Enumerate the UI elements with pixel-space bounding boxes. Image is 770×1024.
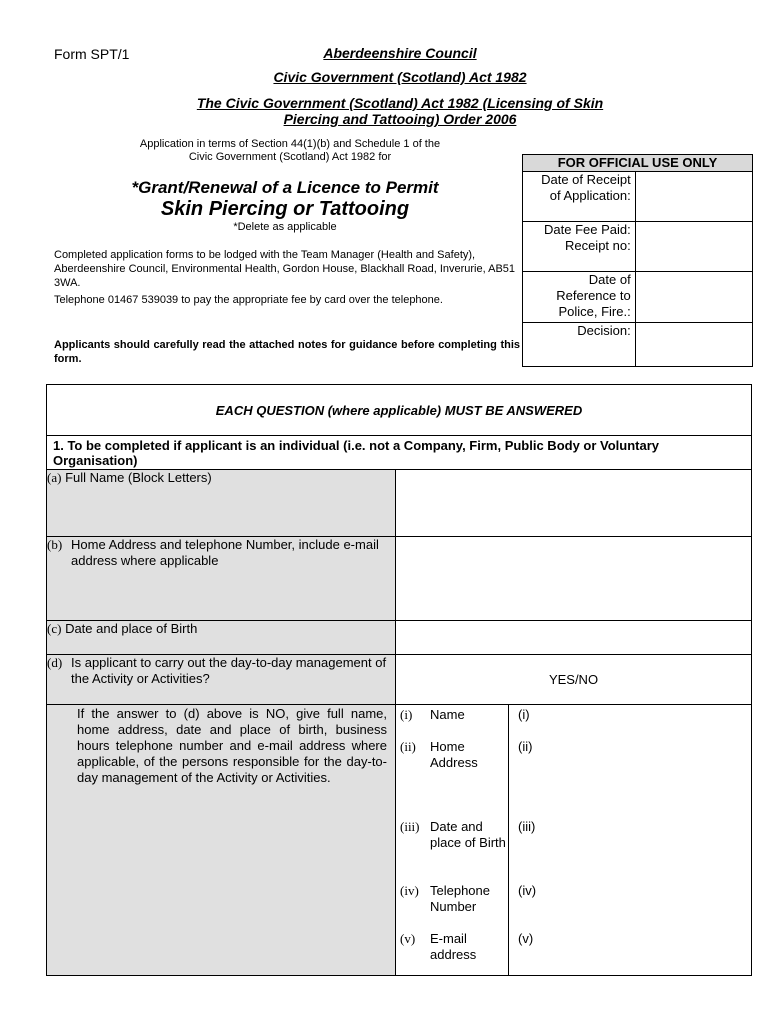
date-reference-field[interactable] <box>635 272 752 323</box>
sub-item-label <box>400 819 512 851</box>
date-reference-label: Date of Reference to Police, Fire.: <box>523 272 636 323</box>
sub-item-label <box>400 931 512 963</box>
sub-item-text: Telephone Number <box>430 883 490 914</box>
sub-item-number: (v) <box>400 931 416 946</box>
grant-heading: *Grant/Renewal of a Licence to Permit <box>131 178 439 197</box>
form-number: Form SPT/1 <box>54 46 130 62</box>
management-label <box>47 655 396 705</box>
full-name-field[interactable] <box>396 470 752 537</box>
item-d-text: Is applicant to carry out the day-to-day management of the Activity or Activities? <box>71 655 387 686</box>
sub-item-text: Date and place of Birth <box>430 819 506 850</box>
fee-receipt-field[interactable] <box>635 222 752 272</box>
date-receipt-label: Date of Receipt of Application: <box>523 172 636 222</box>
item-d-number: (d) <box>47 655 63 670</box>
manager-address-field[interactable]: (ii) <box>518 739 533 754</box>
date-fee-label: Date Fee Paid: <box>544 222 631 237</box>
sub-item-number: (iv) <box>400 883 419 898</box>
phone-instructions: Telephone 01467 539039 to pay the appropriate fee by card over the telephone. <box>54 294 443 306</box>
question-1-heading: 1. To be completed if applicant is an individual (i.e. not a Company, Firm, Public Body or Voluntary Organisation) <box>47 436 752 470</box>
sub-item-number: (iii) <box>400 819 420 834</box>
act-heading: Civic Government (Scotland) Act 1982 <box>273 69 527 85</box>
applicants-note: Applicants should carefully read the attached notes for guidance before completing this form. <box>54 339 520 365</box>
official-use-title: FOR OFFICIAL USE ONLY <box>523 155 753 172</box>
decision-label: Decision: <box>523 323 636 367</box>
sub-item-text: E-mail address <box>430 931 477 962</box>
home-address-label <box>47 537 396 621</box>
sub-item-number: (ii) <box>400 739 416 754</box>
manager-details-text: If the answer to (d) above is NO, give full name, home address, date and place of birth, business hours telephone number and e-mail address where applicable, of the persons responsible for the day-to-day management of the Activity or Activities. <box>77 706 387 785</box>
application-text <box>100 138 480 164</box>
manager-email-field[interactable]: (v) <box>518 931 534 946</box>
official-use-box <box>522 154 753 367</box>
application-text-line2: Civic Government (Scotland) Act 1982 for <box>188 151 392 163</box>
item-c-text: Date and place of Birth <box>65 621 198 636</box>
management-yes-no[interactable]: YES/NO <box>396 655 752 705</box>
sub-item-label <box>400 707 512 723</box>
delete-note: *Delete as applicable <box>233 221 337 233</box>
licence-type-heading: Skin Piercing or Tattooing <box>160 198 410 220</box>
sub-item-label <box>400 883 512 915</box>
birth-field[interactable] <box>396 621 752 655</box>
manager-details-cell <box>396 705 752 976</box>
manager-birth-field[interactable]: (iii) <box>518 819 536 834</box>
item-a-text: Full Name (Block Letters) <box>65 470 212 485</box>
sub-item-text: Name <box>430 707 465 722</box>
application-form-table <box>46 384 752 976</box>
fee-receipt-label <box>523 222 636 272</box>
manager-details-label-cell <box>47 705 396 976</box>
date-receipt-field[interactable] <box>635 172 752 222</box>
order-heading-line1: The Civic Government (Scotland) Act 1982 (Licensing of Skin <box>196 95 604 111</box>
item-a-number: (a) <box>47 470 62 485</box>
order-heading <box>150 95 650 127</box>
application-text-line1: Application in terms of Section 44(1)(b) and Schedule 1 of the <box>139 138 441 150</box>
sub-item-label <box>400 739 512 771</box>
item-c-number: (c) <box>47 621 62 636</box>
order-heading-line2: Piercing and Tattooing) Order 2006 <box>283 111 517 127</box>
sub-item-number: (i) <box>400 707 413 722</box>
receipt-no-label: Receipt no: <box>564 238 631 253</box>
manager-telephone-field[interactable]: (iv) <box>518 883 537 898</box>
form-instruction-title: EACH QUESTION (where applicable) MUST BE ANSWERED <box>47 385 752 436</box>
item-b-number: (b) <box>47 537 63 552</box>
item-b-text: Home Address and telephone Number, include e-mail address where applicable <box>71 537 379 568</box>
full-name-label <box>47 470 396 537</box>
council-heading: Aberdeenshire Council <box>323 45 477 61</box>
birth-label <box>47 621 396 655</box>
decision-field[interactable] <box>635 323 752 367</box>
home-address-field[interactable] <box>396 537 752 621</box>
lodge-instructions: Completed application forms to be lodged with the Team Manager (Health and Safety), Aberdeenshire Council, Environmental Health, Gordon House, Blackhall Road, Inverurie, AB51 3WA. <box>54 249 516 289</box>
sub-item-text: Home Address <box>430 739 478 770</box>
manager-name-field[interactable]: (i) <box>518 707 530 722</box>
